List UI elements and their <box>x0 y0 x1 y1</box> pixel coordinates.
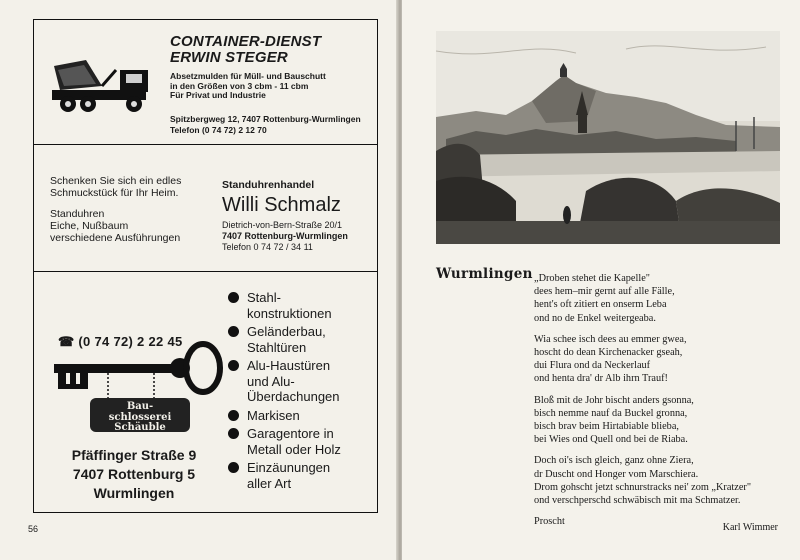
poem-stanza <box>534 454 751 507</box>
poem-line: dees hem–mir gernt auf alle Fälle, <box>534 286 675 298</box>
poem-text <box>534 272 751 536</box>
ad2-company <box>222 179 372 253</box>
poem-stanza <box>534 515 751 528</box>
ad2-address <box>222 220 372 253</box>
service-item: Markisen <box>228 408 378 424</box>
poem-line: bisch brav beim Hirtabiable blieba, <box>534 421 679 433</box>
ad2-slogan-line2: Schmuckstück für Ihr Heim. <box>50 187 179 199</box>
ad1-title <box>170 34 321 66</box>
ad2-street: Dietrich-von-Bern-Straße 20/1 <box>222 220 343 230</box>
ad3-phone: ☎ (0 74 72) 2 22 45 <box>58 334 183 349</box>
poem-line: ond verschperschd schwäbisch mit ma Schmatzer. <box>534 495 741 507</box>
poem-stanza <box>534 333 751 386</box>
right-page <box>402 0 800 560</box>
ad1-desc-line2: in den Größen von 3 cbm - 11 cbm <box>170 80 309 91</box>
ad2-city: 7407 Rottenburg-Wurmlingen <box>222 231 348 241</box>
poem-stanza <box>534 272 751 325</box>
ad3-city: 7407 Rottenburg 5 <box>72 466 196 482</box>
poem-line: bisch nemme nauf da Buckel gronna, <box>534 407 688 419</box>
poem-stanza <box>534 394 751 447</box>
key-icon <box>50 314 226 434</box>
poem-line: Proscht <box>534 516 565 528</box>
poem-line: „Droben stehet die Kapelle" <box>534 273 650 284</box>
ad1-desc-line1: Absetzmulden für Müll- und Bauschutt <box>170 71 326 81</box>
ad2-slogan <box>50 175 225 244</box>
ad2-items-line1: Standuhren <box>50 208 105 220</box>
service-item: Alu-Haustüren und Alu- Überdachungen <box>228 358 378 405</box>
ad3-district: Wurmlingen <box>93 485 175 501</box>
ad2-slogan-line1: Schenken Sie sich ein edles <box>50 175 182 187</box>
poem-line: Wia schee isch dees au emmer gwea, <box>534 333 687 345</box>
ad2-items-line3: verschiedene Ausführungen <box>50 232 181 244</box>
logo-line2: schlosserei <box>108 412 172 423</box>
poem-line: Doch oi's isch gleich, ganz ohne Ziera, <box>534 455 694 467</box>
ad1-description <box>170 72 370 101</box>
poem-line: Drom gohscht jetzt schnurstracks nei' zom „Kratzer" <box>534 481 752 493</box>
services-list <box>228 290 378 494</box>
ad2-phone: Telefon 0 74 72 / 34 11 <box>222 242 313 252</box>
poem-line: bei Wies ond Quell ond bei de Riaba. <box>534 434 688 446</box>
poem-line: Bloß mit de Johr bischt anders gsonna, <box>534 394 694 406</box>
poem-line: ond henta dra' dr Alb ihrn Trauf! <box>534 373 668 385</box>
wurmlingen-chapel-landscape-illustration <box>436 31 780 244</box>
advertisement-frame <box>33 19 378 513</box>
ad-bauschlosserei <box>34 272 377 512</box>
ad1-address: Spitzbergweg 12, 7407 Rottenburg-Wurmlingen <box>170 114 361 124</box>
ad1-phone: Telefon (0 74 72) 2 12 70 <box>170 125 267 135</box>
poem-author: Karl Wimmer <box>722 522 778 533</box>
service-item: Geländerbau, Stahltüren <box>228 324 378 355</box>
ad3-address <box>44 446 224 503</box>
ad-standuhrenhandel <box>34 145 377 272</box>
ad1-title-line1: CONTAINER-DIENST <box>170 33 322 50</box>
ad1-title-line2: ERWIN STEGER <box>170 49 288 66</box>
ad2-name: Willi Schmalz <box>222 194 341 216</box>
service-item: Einzäunungen aller Art <box>228 460 378 491</box>
ad2-items-line2: Eiche, Nußbaum <box>50 220 129 232</box>
service-item: Garagentore in Metall oder Holz <box>228 426 378 457</box>
page-number: 56 <box>28 524 39 534</box>
ad2-business: Standuhrenhandel <box>222 179 315 191</box>
ad1-desc-line3: Für Privat und Industrie <box>170 90 266 100</box>
poem-line: ond no de Enkel weitergeaba. <box>534 312 656 324</box>
ad-container-dienst <box>34 20 377 145</box>
left-page <box>0 0 398 560</box>
poem-line: hent's oft zitiert en onserm Leba <box>534 299 667 311</box>
poem-line: dr Duscht ond Honger vom Marschiera. <box>534 468 699 480</box>
logo-line3: Schäuble <box>114 422 166 433</box>
logo-line1: Bau- <box>126 401 154 412</box>
ad1-contact <box>170 114 361 136</box>
ad3-street: Pfäffinger Straße 9 <box>71 447 197 463</box>
poem-line: hoscht do dean Kirchenacker gseah, <box>534 347 683 359</box>
poem-line: dui Flura ond da Neckerlauf <box>534 360 651 372</box>
container-truck-icon <box>46 56 158 116</box>
poem-title: Wurmlingen <box>436 266 533 282</box>
service-item: Stahl- konstruktionen <box>228 290 378 321</box>
